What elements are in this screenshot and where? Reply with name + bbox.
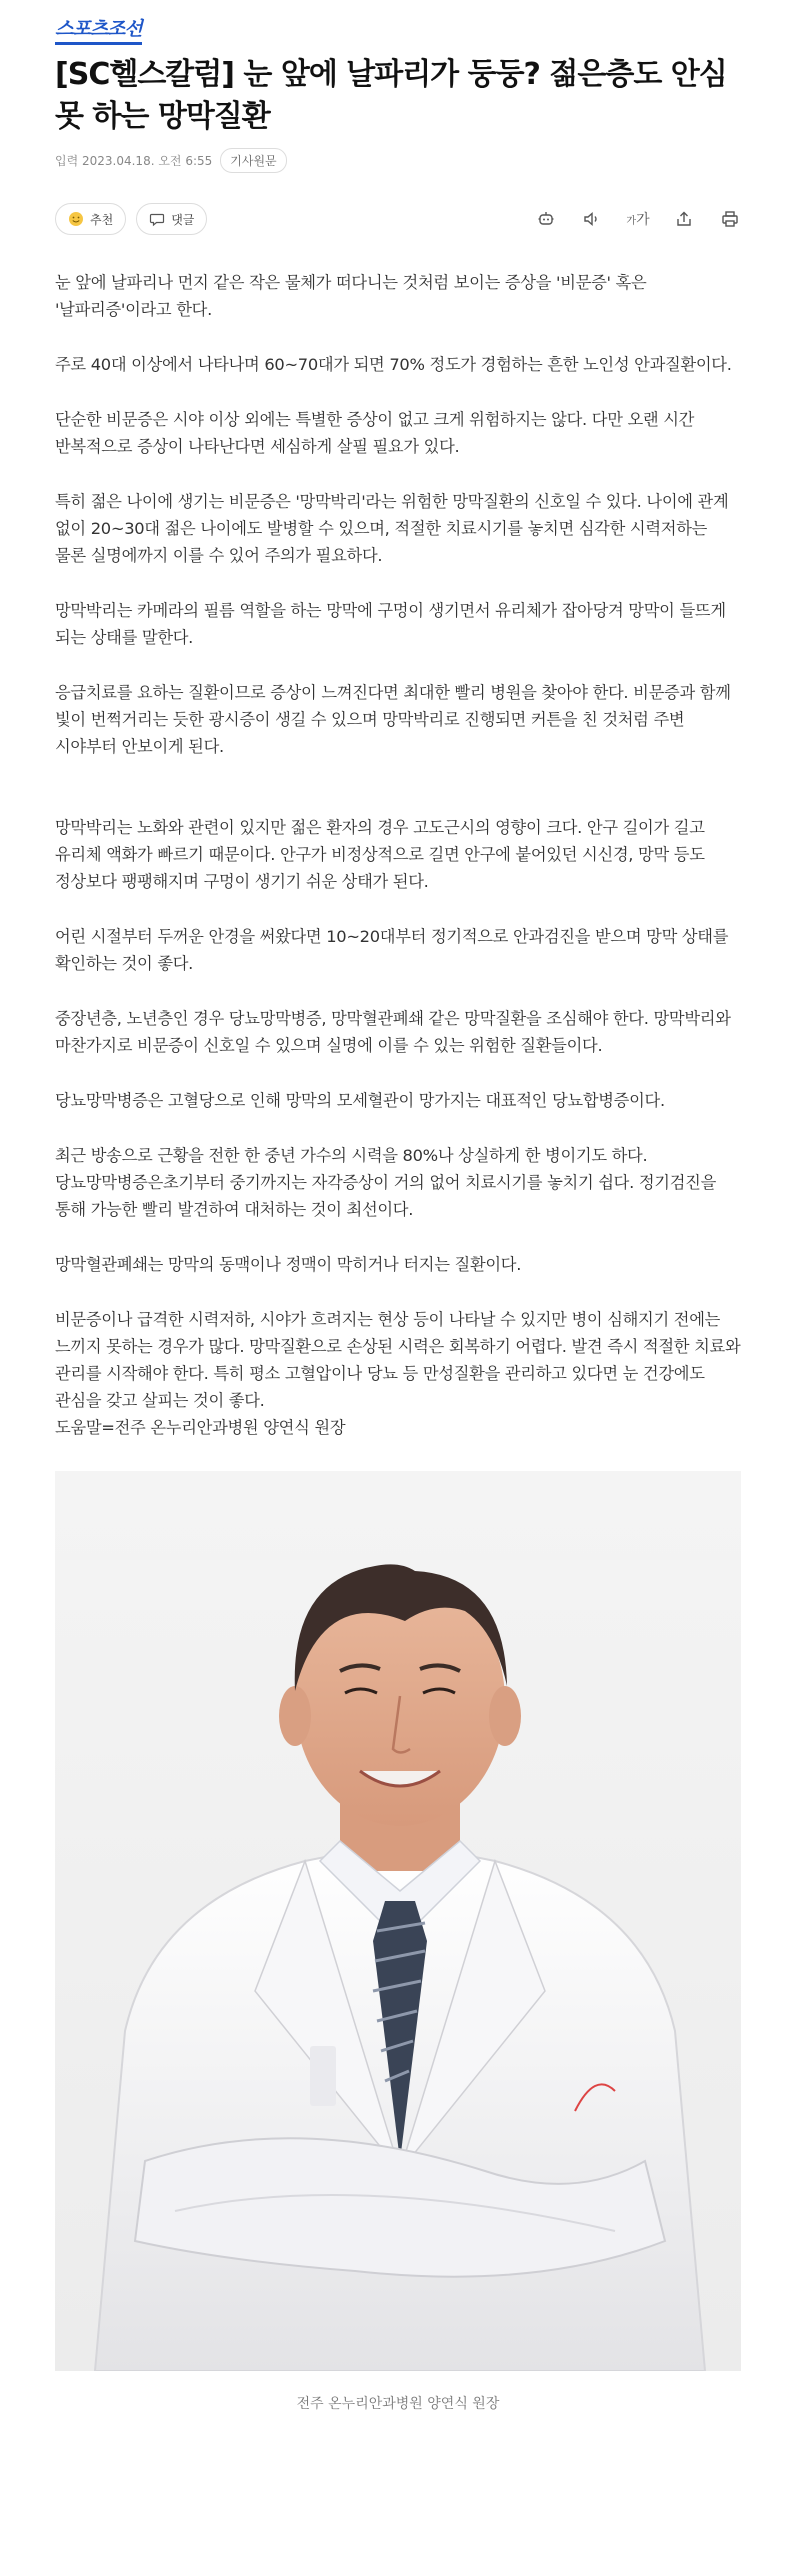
photo-caption: 전주 온누리안과병원 양연식 원장 bbox=[296, 2396, 500, 2412]
brand-header bbox=[55, 0, 741, 48]
doctor-portrait bbox=[55, 1471, 741, 2371]
paragraph: 망막혈관폐쇄는 망막의 동맥이나 정맥이 막히거나 터지는 질환이다. bbox=[55, 1255, 522, 1274]
paragraph: 중장년층, 노년층인 경우 당뇨망막병증, 망막혈관폐쇄 같은 망막질환을 조심해야 한다. 망막박리와 마찬가지로 비문증이 신호일 수 있으며 실명에 이를 수 있는 위험한 질환들이다. bbox=[55, 1009, 731, 1055]
font-size-button[interactable] bbox=[627, 208, 649, 230]
article-toolbar bbox=[55, 203, 741, 235]
comment-button[interactable] bbox=[136, 203, 207, 235]
print-icon bbox=[720, 209, 740, 229]
brand-logo[interactable]: 스포츠조선 bbox=[55, 14, 142, 45]
credit-line: 도움말=전주 온누리안과병원 양연식 원장 bbox=[55, 1418, 346, 1437]
paragraph: 당뇨망막병증은 고혈당으로 인해 망막의 모세혈관이 망가지는 대표적인 당뇨합병증이다. bbox=[55, 1091, 665, 1110]
paragraph: 단순한 비문증은 시야 이상 외에는 특별한 증상이 없고 크게 위험하지는 않다. 다만 오랜 시간 반복적으로 증상이 나타난다면 세심하게 살필 필요가 있다. bbox=[55, 410, 695, 456]
article-photo[interactable] bbox=[55, 1471, 741, 2371]
original-article-button[interactable]: 기사원문 bbox=[220, 148, 286, 173]
article-meta bbox=[55, 148, 741, 173]
paragraph: 주로 40대 이상에서 나타나며 60~70대가 되면 70% 정도가 경험하는 흔한 노인성 안과질환이다. bbox=[55, 355, 732, 374]
article-body bbox=[55, 269, 741, 1441]
listen-button[interactable] bbox=[581, 208, 603, 230]
paragraph: 어린 시절부터 두꺼운 안경을 써왔다면 10~20대부터 정기적으로 안과검진을 받으며 망막 상태를 확인하는 것이 좋다. bbox=[55, 927, 729, 973]
paragraph: 특히 젊은 나이에 생기는 비문증은 '망막박리'라는 위험한 망막질환의 신호일 수 있다. 나이에 관계 없이 20~30대 젊은 나이에도 발병할 수 있으며, 적절한 치료시기를 놓치면 심각한 시력저하는 물론 실명에까지 이를 수 있어 주의가 필요하다. bbox=[55, 492, 729, 565]
summary-bot-button[interactable] bbox=[535, 208, 557, 230]
paragraph: 망막박리는 카메라의 필름 역할을 하는 망막에 구멍이 생기면서 유리체가 잡아당겨 망막이 들뜨게 되는 상태를 말한다. bbox=[55, 601, 726, 647]
comment-label: 댓글 bbox=[171, 212, 195, 227]
paragraph: 응급치료를 요하는 질환이므로 증상이 느껴진다면 최대한 빨리 병원을 찾아야 한다. 비문증과 함께 빛이 번쩍거리는 듯한 광시증이 생길 수 있으며 망막박리로 진행되면 커튼을 친 것처럼 주변 시야부터 안보이게 된다. bbox=[55, 683, 731, 756]
paragraph: 비문증이나 급격한 시력저하, 시야가 흐려지는 현상 등이 나타날 수 있지만 병이 심해지기 전에는 느끼지 못하는 경우가 많다. 망막질환으로 손상된 시력은 회복하기 어렵다. 발견 즉시 적절한 치료와 관리를 시작해야 한다. 특히 평소 고혈압이나 당뇨 등 만성질환을 관리하고 있다면 눈 건강에도 관심을 갖고 살피는 것이 좋다. bbox=[55, 1310, 741, 1410]
paragraph: 망막박리는 노화와 관련이 있지만 젊은 환자의 경우 고도근시의 영향이 크다. 안구 길이가 길고 유리체 액화가 빠르기 때문이다. 안구가 비정상적으로 길면 안구에 붙어있던 시신경, 망막 등도 정상보다 팽팽해지며 구멍이 생기기 쉬운 상태가 된다. bbox=[55, 818, 705, 891]
share-button[interactable] bbox=[673, 208, 695, 230]
comment-icon bbox=[149, 211, 165, 227]
robot-icon bbox=[536, 209, 556, 229]
font-size-label: 가 bbox=[636, 212, 650, 228]
recommend-label: 추천 bbox=[90, 212, 114, 227]
speaker-icon bbox=[582, 209, 602, 229]
print-button[interactable] bbox=[719, 208, 741, 230]
article-title: [SC헬스칼럼] 눈 앞에 날파리가 둥둥? 젊은층도 안심 못 하는 망막질환 bbox=[55, 57, 727, 134]
share-icon bbox=[674, 209, 694, 229]
article-date: 입력 2023.04.18. 오전 6:55 bbox=[55, 154, 213, 168]
paragraph: 최근 방송으로 근황을 전한 한 중년 가수의 시력을 80%나 상실하게 한 병이기도 하다. 당뇨망막병증은초기부터 중기까지는 자각증상이 거의 없어 치료시기를 놓치기 쉽다. 정기검진을 통해 가능한 빨리 발견하여 대처하는 것이 최선이다. bbox=[55, 1146, 716, 1219]
recommend-button[interactable] bbox=[55, 203, 126, 235]
paragraph: 눈 앞에 날파리나 먼지 같은 작은 물체가 떠다니는 것처럼 보이는 증상을 '비문증' 혹은 '날파리증'이라고 한다. bbox=[55, 273, 647, 319]
font-size-icon: 가 bbox=[626, 215, 637, 227]
smile-icon bbox=[68, 211, 84, 227]
